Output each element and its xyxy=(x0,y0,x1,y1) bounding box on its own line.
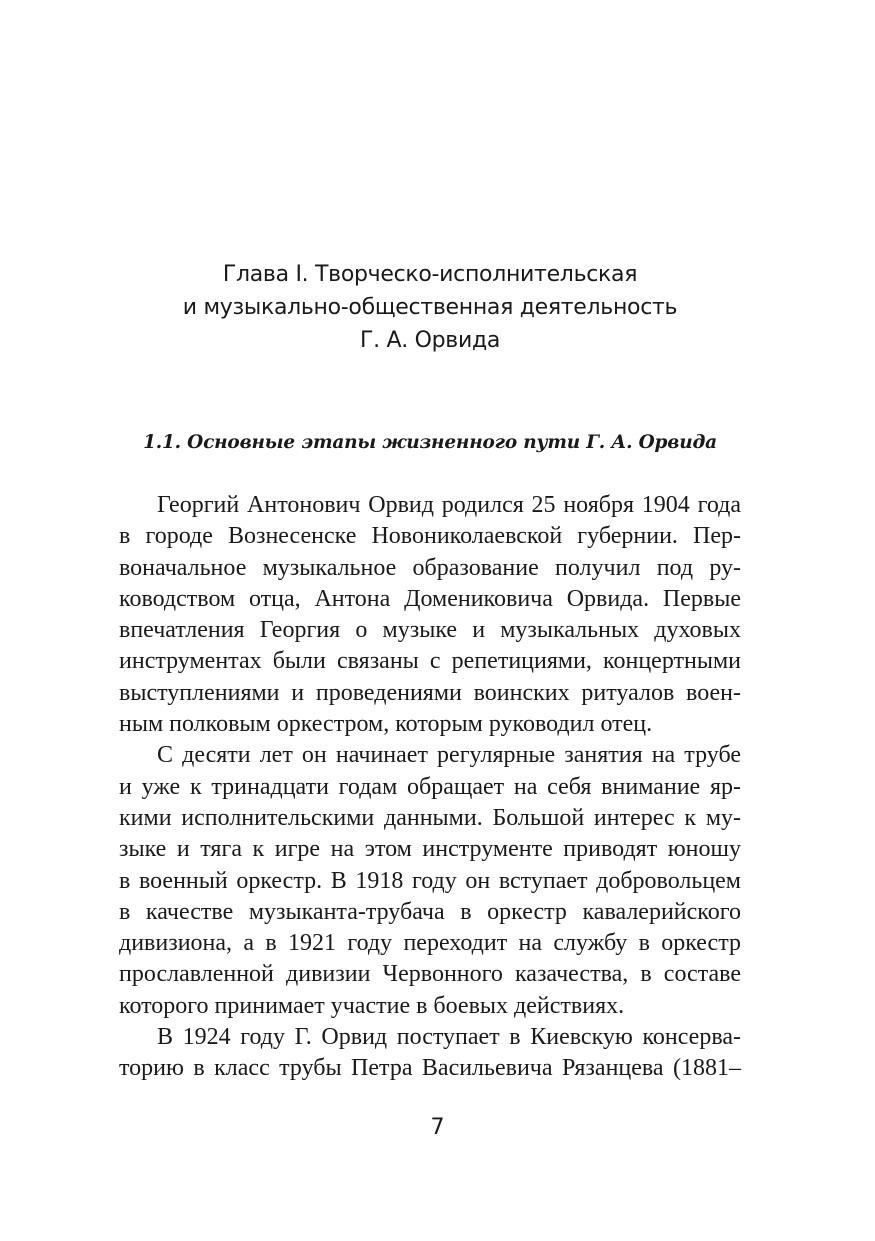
chapter-title-line: Глава I. Творческо-исполнительская xyxy=(222,262,638,287)
body-text xyxy=(119,490,741,1085)
text-line: выступлениями и проведениями воинских ритуалов воен- xyxy=(119,679,741,706)
section-title: 1.1. Основные этапы жизненного пути Г. А. Орвида xyxy=(143,432,717,453)
text-line: ководством отца, Антона Домениковича Орвида. Первые xyxy=(119,585,741,612)
chapter-title-line: Г. А. Орвида xyxy=(359,328,501,353)
text-line: в военный оркестр. В 1918 году он вступает добровольцем xyxy=(119,867,741,894)
text-line: и уже к тринадцати годам обращает на себя внимание яр- xyxy=(119,773,741,800)
paragraph-1 xyxy=(119,490,741,740)
text-line: впечатления Георгия о музыке и музыкальных духовых xyxy=(119,617,741,644)
text-line: ным полковым оркестром, которым руководил отец. xyxy=(119,711,653,738)
text-line: дивизиона, а в 1921 году переходит на службу в оркестр xyxy=(119,930,741,957)
text-line: В 1924 году Г. Орвид поступает в Киевскую консерва- xyxy=(157,1024,741,1051)
text-line: которого принимает участие в боевых действиях. xyxy=(119,992,625,1019)
page-number: 7 xyxy=(430,1115,445,1140)
text-line: торию в класс трубы Петра Васильевича Рязанцева (1881– xyxy=(119,1055,741,1082)
text-line: воначальное музыкальное образование получил под ру- xyxy=(119,554,741,581)
text-line: кими исполнительскими данными. Большой интерес к му- xyxy=(119,804,741,831)
text-line: в городе Вознесенске Новониколаевской губернии. Пер- xyxy=(119,523,741,550)
text-line: С десяти лет он начинает регулярные занятия на трубе xyxy=(157,742,741,769)
chapter-title xyxy=(120,258,740,357)
text-line: инструментах были связаны с репетициями, концертными xyxy=(119,648,741,675)
paragraph-2 xyxy=(119,740,741,1022)
text-line: Георгий Антонович Орвид родился 25 ноября 1904 года xyxy=(157,492,741,518)
paragraph-3 xyxy=(119,1022,741,1085)
text-line: в качестве музыканта-трубача в оркестр кавалерийского xyxy=(119,898,741,925)
text-line: прославленной дивизии Червонного казачества, в составе xyxy=(119,961,741,988)
text-line: зыке и тяга к игре на этом инструменте приводят юношу xyxy=(119,836,741,863)
chapter-title-line: и музыкально-общественная деятельность xyxy=(182,295,678,320)
